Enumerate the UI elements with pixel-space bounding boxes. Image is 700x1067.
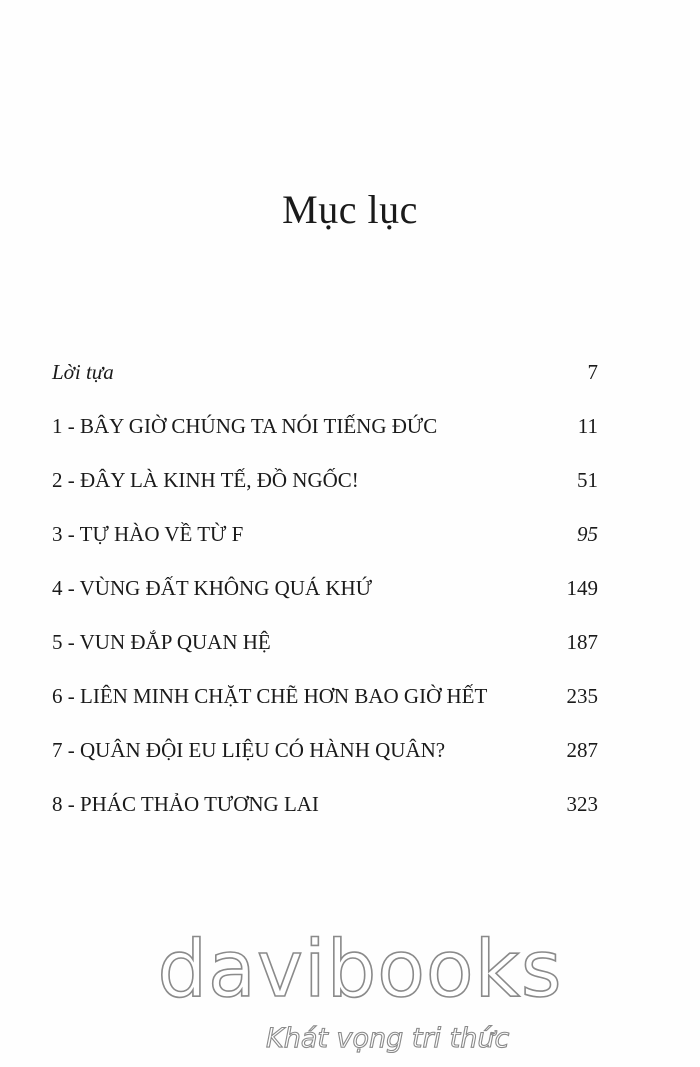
watermark-brand: davibooks bbox=[157, 925, 563, 1015]
watermark-tagline: Khát vọng tri thức bbox=[266, 1023, 510, 1054]
toc-entry-title: 4 - VÙNG ĐẤT KHÔNG QUÁ KHỨ bbox=[52, 575, 373, 600]
toc-entry-page: 11 bbox=[577, 413, 598, 438]
toc-entry-title: 2 - ĐÂY LÀ KINH TẾ, ĐỒ NGỐC! bbox=[52, 467, 359, 492]
toc-entry-title: 8 - PHÁC THẢO TƯƠNG LAI bbox=[52, 791, 319, 816]
toc-entry bbox=[52, 777, 598, 831]
table-of-contents bbox=[52, 345, 598, 831]
toc-entry bbox=[52, 453, 598, 507]
toc-entry-page: 7 bbox=[587, 359, 598, 384]
toc-entry-title: 3 - TỰ HÀO VỀ TỪ F bbox=[52, 521, 244, 546]
toc-entry bbox=[52, 345, 598, 399]
toc-entry bbox=[52, 399, 598, 453]
toc-entry-page: 149 bbox=[566, 575, 598, 600]
toc-entry-title: 1 - BÂY GIỜ CHÚNG TA NÓI TIẾNG ĐỨC bbox=[52, 413, 438, 438]
page-title: Mục lục bbox=[282, 187, 418, 232]
toc-entry-page: 323 bbox=[566, 791, 598, 816]
toc-entry-page: 235 bbox=[566, 683, 598, 708]
toc-entry-page: 187 bbox=[566, 629, 598, 654]
toc-entry-title: 6 - LIÊN MINH CHẶT CHẼ HƠN BAO GIỜ HẾT bbox=[52, 683, 488, 708]
toc-entry-page: 95 bbox=[577, 521, 598, 546]
watermark bbox=[0, 925, 700, 1054]
toc-entry-title: 7 - QUÂN ĐỘI EU LIỆU CÓ HÀNH QUÂN? bbox=[52, 737, 446, 762]
toc-entry-page: 287 bbox=[566, 737, 598, 762]
toc-entry bbox=[52, 561, 598, 615]
toc-entry bbox=[52, 723, 598, 777]
toc-entry bbox=[52, 669, 598, 723]
toc-entry-title: 5 - VUN ĐẮP QUAN HỆ bbox=[52, 629, 271, 654]
toc-entry-title: Lời tựa bbox=[52, 359, 114, 384]
toc-entry bbox=[52, 615, 598, 669]
toc-entry bbox=[52, 507, 598, 561]
toc-entry-page: 51 bbox=[577, 467, 598, 492]
